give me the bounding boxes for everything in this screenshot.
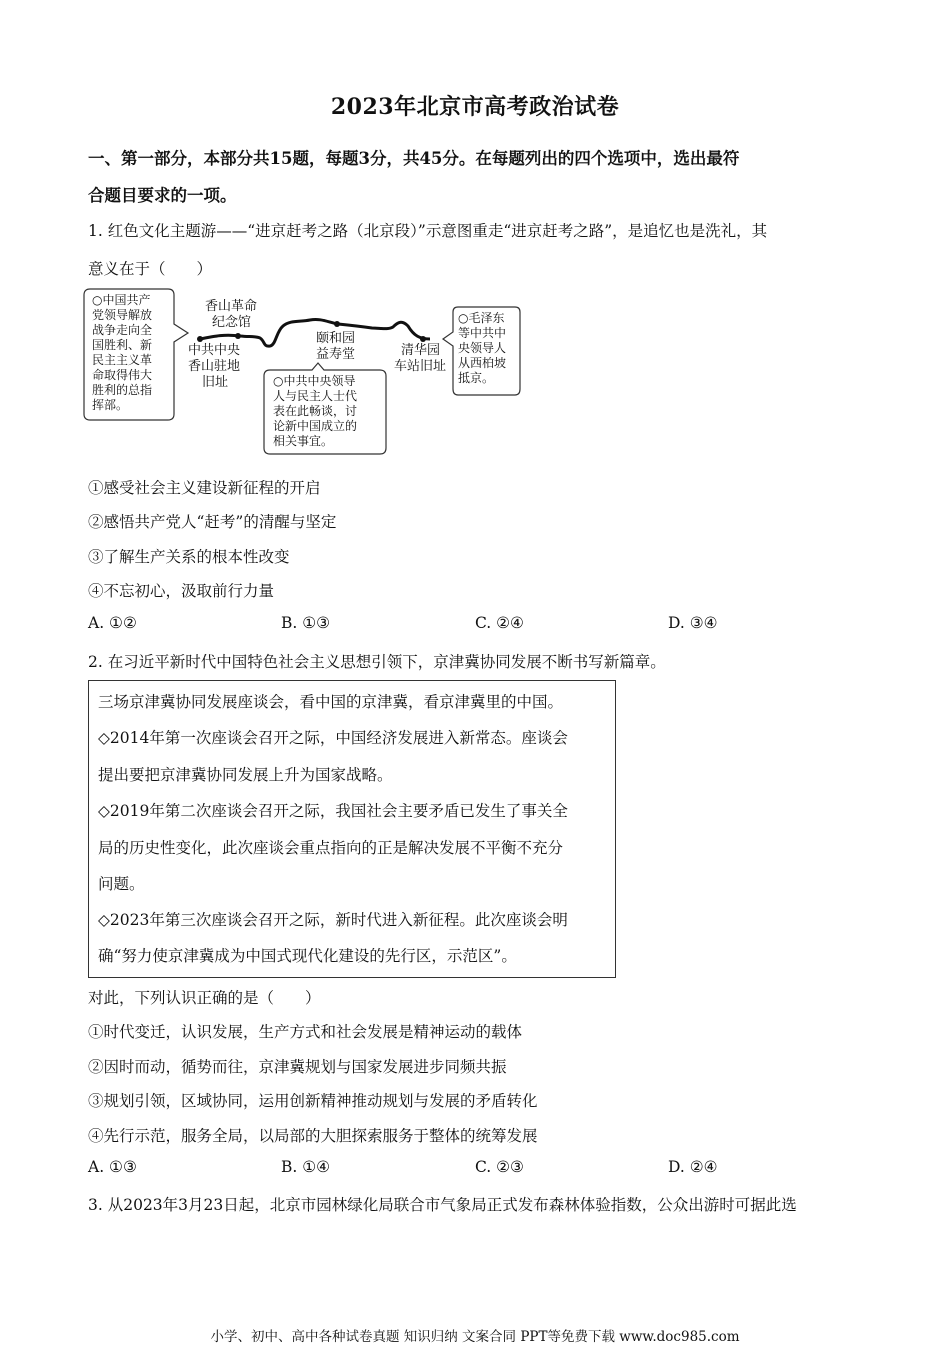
page-title: 2023年北京市高考政治试卷: [330, 94, 620, 120]
q2-after-box: 对此，下列认识正确的是（ ）: [88, 989, 321, 1007]
q1-route-diagram: [80, 284, 540, 456]
q2-statement-4: ④先行示范，服务全局，以局部的大胆探索服务于整体的统筹发展: [88, 1127, 538, 1145]
q2-option-b[interactable]: B. ①④: [281, 1158, 331, 1176]
callout-right: [443, 307, 520, 395]
label-tsinghua: 清华园 车站旧址: [394, 343, 447, 374]
q2-box-line: ◇2019年第二次座谈会召开之际，我国社会主要矛盾已发生了事关全: [98, 802, 568, 820]
label-xiangshan-memorial: 香山革命 纪念馆: [205, 299, 258, 330]
q1-statement-1: ①感受社会主义建设新征程的开启: [88, 479, 321, 497]
q2-option-a[interactable]: A. ①③: [88, 1158, 137, 1176]
callout-middle: [264, 363, 386, 454]
q1-stem-line1: 1. 红色文化主题游——“进京赶考之路（北京段）”示意图重走“进京赶考之路”，是追忆也是洗礼，其: [88, 222, 768, 240]
q2-box-line: 局的历史性变化，此次座谈会重点指向的正是解决发展不平衡不充分: [98, 839, 564, 857]
q2-statement-2: ②因时而动，循势而往，京津冀规划与国家发展进步同频共振: [88, 1058, 507, 1076]
section-heading-line2: 合题目要求的一项。: [88, 186, 237, 205]
q2-box-line: 三场京津冀协同发展座谈会，看中国的京津冀，看京津冀里的中国。: [98, 693, 564, 711]
q1-statement-4: ④不忘初心，汲取前行力量: [88, 582, 275, 600]
q3-stem: 3. 从2023年3月23日起，北京市园林绿化局联合市气象局正式发布森林体验指数，公众出游时可据此选: [88, 1196, 797, 1214]
svg-text:○毛泽东 等中共中 央领导人: ○毛泽东 等中共中 央领导人 从西柏坡 抵京。: [458, 311, 507, 385]
q2-box-line: 问题。: [98, 875, 145, 893]
svg-text:○中国共产 党领导解放 战争: ○中国共产 党领导解放 战争走向全 国胜利、新 民主主义革 命取得伟大 胜利的总指 挥部。: [92, 293, 153, 412]
svg-text:○中共中央领导 人与民主人士代: ○中共中央领导 人与民主人士代 表在此畅谈，讨 论新中国成立的 相关事宜。: [273, 374, 358, 448]
q1-option-a[interactable]: A. ①②: [88, 614, 137, 632]
callout-left: [84, 289, 188, 420]
q1-option-b[interactable]: B. ①③: [281, 614, 331, 632]
section-heading-line1: 一、第一部分，本部分共15题，每题3分，共45分。在每题列出的四个选项中，选出最符: [88, 149, 740, 168]
q1-option-d[interactable]: D. ③④: [668, 614, 718, 632]
page-footer: 小学、初中、高中各种试卷真题 知识归纳 文案合同 PPT等免费下载 www.doc985.com: [210, 1329, 740, 1345]
q2-stem: 2. 在习近平新时代中国特色社会主义思想引领下，京津冀协同发展不断书写新篇章。: [88, 653, 666, 671]
q2-material-box: [88, 680, 616, 978]
q1-option-c[interactable]: C. ②④: [475, 614, 524, 632]
label-summer-palace: 颐和园 益寿堂: [316, 331, 356, 362]
q1-statement-3: ③了解生产关系的根本性改变: [88, 548, 290, 566]
q2-box-line: 提出要把京津冀协同发展上升为国家战略。: [98, 766, 393, 784]
q2-box-line: ◇2023年第三次座谈会召开之际，新时代进入新征程。此次座谈会明: [98, 911, 568, 929]
q2-statement-3: ③规划引领，区域协同，运用创新精神推动规划与发展的矛盾转化: [88, 1092, 538, 1110]
q2-option-c[interactable]: C. ②③: [475, 1158, 524, 1176]
q1-stem-line2: 意义在于（ ）: [88, 260, 213, 278]
q2-box-line: 确“努力使京津冀成为中国式现代化建设的先行区，示范区”。: [98, 947, 517, 965]
q2-box-line: ◇2014年第一次座谈会召开之际，中国经济发展进入新常态。座谈会: [98, 729, 568, 747]
q2-option-d[interactable]: D. ②④: [668, 1158, 718, 1176]
q1-statement-2: ②感悟共产党人“赶考”的清醒与坚定: [88, 513, 337, 531]
q2-statement-1: ①时代变迁，认识发展，生产方式和社会发展是精神运动的载体: [88, 1023, 523, 1041]
label-xiangshan-site: 中共中央 香山驻地 旧址: [188, 343, 241, 390]
